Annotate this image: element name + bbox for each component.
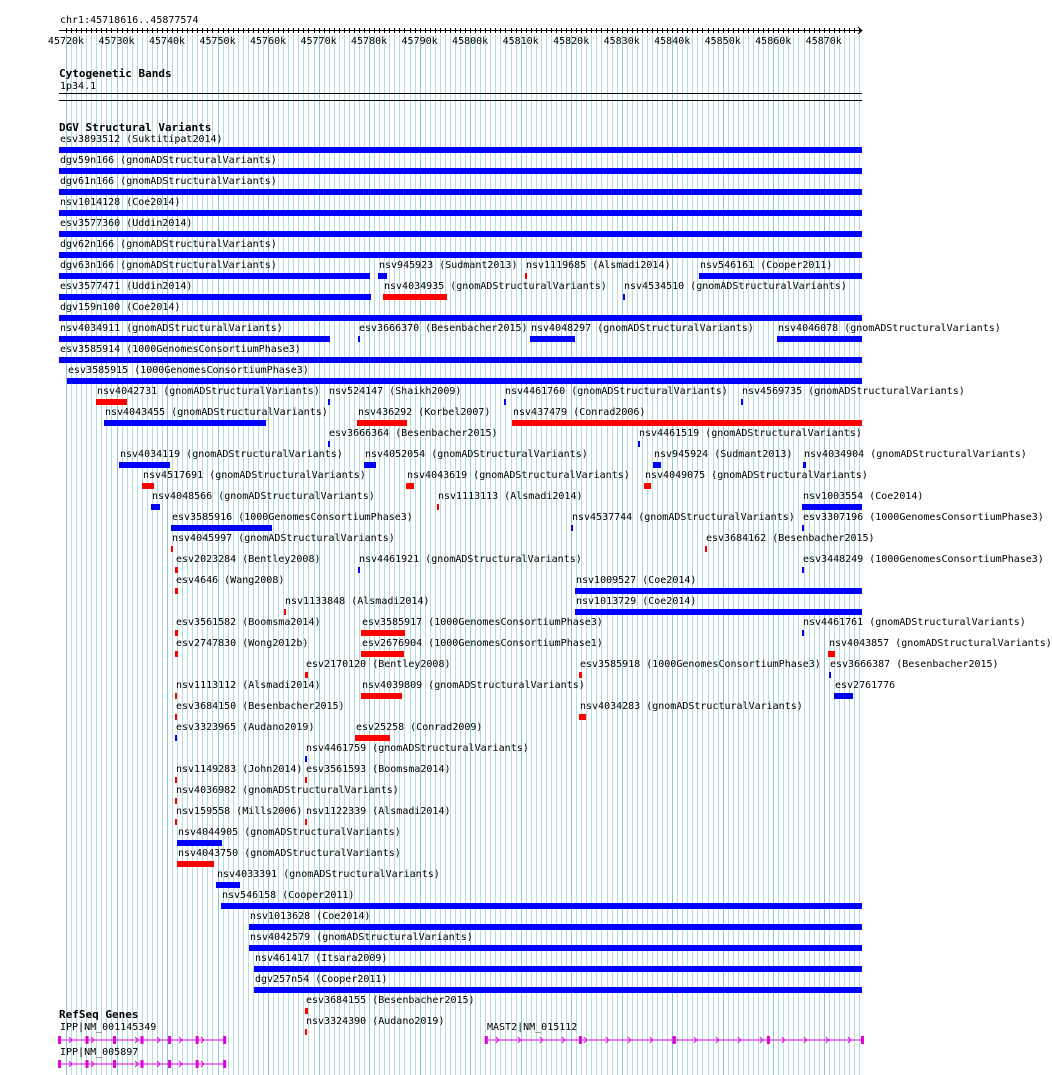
variant-bar[interactable]	[59, 252, 862, 258]
gene-exon	[861, 1036, 864, 1044]
variant-label[interactable]: nsv4043857 (gnomADStructuralVariants)	[829, 638, 1052, 649]
variant-bar[interactable]	[834, 693, 853, 699]
variant-label[interactable]: nsv4034911 (gnomADStructuralVariants)	[60, 323, 283, 334]
variant-label[interactable]: esv3577471 (Uddin2014)	[60, 281, 193, 292]
variant-label[interactable]: nsv4043750 (gnomADStructuralVariants)	[178, 848, 401, 859]
variant-bar[interactable]	[177, 861, 214, 867]
variant-label[interactable]: nsv159558 (Mills2006)	[176, 806, 303, 817]
variant-bar[interactable]	[216, 882, 240, 888]
variant-bar[interactable]	[142, 483, 154, 489]
coordinate-ruler[interactable]	[0, 0, 890, 60]
variant-bar[interactable]	[358, 336, 360, 342]
variant-label[interactable]: esv2676904 (1000GenomesConsortiumPhase1)	[362, 638, 603, 649]
variant-label[interactable]: esv3666387 (Besenbacher2015)	[830, 659, 999, 670]
variant-bar[interactable]	[358, 567, 360, 573]
variant-bar[interactable]	[171, 525, 272, 531]
variant-label[interactable]: nsv1113112 (Alsmadi2014)	[176, 680, 321, 691]
variant-label[interactable]: nsv1009527 (Coe2014)	[576, 575, 697, 586]
variant-bar[interactable]	[59, 147, 862, 153]
variant-bar[interactable]	[437, 504, 439, 510]
variant-label[interactable]: esv2761776	[835, 680, 896, 691]
variant-bar[interactable]	[644, 483, 651, 489]
ruler-tick-label: 45790k	[401, 36, 438, 47]
variant-label[interactable]: nsv3324390 (Audano2019)	[306, 1016, 445, 1027]
variant-bar[interactable]	[802, 567, 804, 573]
variant-bar[interactable]	[249, 924, 862, 930]
variant-bar[interactable]	[705, 546, 707, 552]
variant-label[interactable]: nsv4461519 (gnomADStructuralVariants)	[639, 428, 862, 439]
variant-label[interactable]: nsv945923 (Sudmant2013)	[379, 260, 518, 271]
variant-label[interactable]: esv2170120 (Bentley2008)	[306, 659, 451, 670]
cytoband-bar[interactable]	[59, 93, 862, 94]
variant-bar[interactable]	[249, 945, 862, 951]
variant-bar[interactable]	[171, 546, 173, 552]
variant-bar[interactable]	[357, 420, 407, 426]
gene-exon	[86, 1036, 89, 1044]
refseq-track-title[interactable]: RefSeq Genes	[59, 1008, 139, 1021]
variant-bar[interactable]	[175, 798, 177, 804]
ruler-tick-label: 45770k	[300, 36, 337, 47]
variant-label[interactable]: esv3577360 (Uddin2014)	[60, 218, 193, 229]
variant-bar[interactable]	[512, 420, 862, 426]
variant-label[interactable]: nsv4461759 (gnomADStructuralVariants)	[306, 743, 529, 754]
variant-label[interactable]: esv3585914 (1000GenomesConsortiumPhase3)	[60, 344, 301, 355]
variant-label[interactable]: nsv4034119 (gnomADStructuralVariants)	[120, 449, 343, 460]
variant-bar[interactable]	[119, 462, 170, 468]
variant-bar[interactable]	[104, 420, 266, 426]
variant-label[interactable]: nsv4042731 (gnomADStructuralVariants)	[97, 386, 320, 397]
variant-bar[interactable]	[59, 357, 862, 363]
variant-label[interactable]: dgv62n166 (gnomADStructuralVariants)	[60, 239, 277, 250]
gene-label[interactable]: IPP|NM_005897	[60, 1047, 139, 1058]
gene-exon	[141, 1036, 144, 1044]
variant-label[interactable]: nsv4517691 (gnomADStructuralVariants)	[143, 470, 366, 481]
gene-exon	[58, 1060, 61, 1068]
ruler-tick-label: 45740k	[148, 36, 186, 47]
variant-label[interactable]: nsv4461761 (gnomADStructuralVariants)	[803, 617, 1026, 628]
variant-bar[interactable]	[96, 399, 127, 405]
variant-bar[interactable]	[623, 294, 625, 300]
variant-label[interactable]: esv3684150 (Besenbacher2015)	[176, 701, 345, 712]
variant-bar[interactable]	[828, 651, 835, 657]
variant-bar[interactable]	[579, 672, 582, 678]
variant-bar[interactable]	[175, 777, 177, 783]
refseq-gene-models[interactable]	[0, 1030, 890, 1075]
variant-bar[interactable]	[383, 294, 447, 300]
variant-bar[interactable]	[328, 441, 330, 447]
variant-bar[interactable]	[59, 168, 862, 174]
variant-bar[interactable]	[284, 609, 286, 615]
ruler-tick-label: 45750k	[199, 36, 236, 47]
variant-bar[interactable]	[59, 231, 862, 237]
variant-label[interactable]: nsv4569735 (gnomADStructuralVariants)	[742, 386, 965, 397]
variant-label[interactable]: dgv257n54 (Cooper2011)	[255, 974, 388, 985]
variant-label[interactable]: dgv61n166 (gnomADStructuralVariants)	[60, 176, 277, 187]
gene-exon	[168, 1036, 171, 1044]
variant-bar[interactable]	[175, 588, 178, 594]
variant-label[interactable]: nsv1013628 (Coe2014)	[250, 911, 371, 922]
variant-bar[interactable]	[802, 525, 804, 531]
variant-label[interactable]: nsv461417 (Itsara2009)	[255, 953, 388, 964]
variant-label[interactable]: nsv4045997 (gnomADStructuralVariants)	[172, 533, 395, 544]
variant-bar[interactable]	[638, 441, 640, 447]
variant-label[interactable]: nsv1003554 (Coe2014)	[803, 491, 924, 502]
variant-label[interactable]: esv4646 (Wang2008)	[176, 575, 285, 586]
variant-label[interactable]: nsv1133848 (Alsmadi2014)	[285, 596, 430, 607]
location-label: chr1:45718616..45877574	[60, 15, 199, 26]
variant-label[interactable]: nsv4049075 (gnomADStructuralVariants)	[645, 470, 868, 481]
variant-label[interactable]: nsv4534510 (gnomADStructuralVariants)	[624, 281, 847, 292]
variant-bar[interactable]	[829, 672, 831, 678]
variant-label[interactable]: esv3561582 (Boomsma2014)	[176, 617, 321, 628]
variant-bar[interactable]	[305, 777, 307, 783]
variant-bar[interactable]	[175, 567, 178, 573]
gene-exon	[196, 1060, 199, 1068]
ruler-tick-label: 45850k	[704, 36, 741, 47]
variant-bar[interactable]	[151, 504, 160, 510]
variant-label[interactable]: esv3585917 (1000GenomesConsortiumPhase3)	[362, 617, 603, 628]
variant-label[interactable]: nsv524147 (Shaikh2009)	[329, 386, 462, 397]
variant-bar[interactable]	[571, 525, 573, 531]
variant-label[interactable]: nsv4042579 (gnomADStructuralVariants)	[250, 932, 473, 943]
variant-label[interactable]: nsv1119685 (Alsmadi2014)	[526, 260, 671, 271]
gene-exon	[223, 1060, 226, 1068]
cytoband-label: 1p34.1	[60, 81, 97, 92]
variant-label[interactable]: dgv63n166 (gnomADStructuralVariants)	[60, 260, 277, 271]
variant-label[interactable]: nsv4046078 (gnomADStructuralVariants)	[778, 323, 1001, 334]
variant-bar[interactable]	[59, 315, 862, 321]
variant-bar[interactable]	[361, 693, 402, 699]
variant-bar[interactable]	[59, 336, 330, 342]
variant-label[interactable]: esv3307196 (1000GenomesConsortiumPhase3)	[803, 512, 1044, 523]
variant-bar[interactable]	[67, 378, 862, 384]
gene-exon	[86, 1060, 89, 1068]
variant-label[interactable]: nsv546161 (Cooper2011)	[700, 260, 833, 271]
variant-bar[interactable]	[175, 630, 178, 636]
variant-bar[interactable]	[803, 462, 806, 468]
gene-exon	[223, 1036, 226, 1044]
variant-bar[interactable]	[361, 651, 404, 657]
variant-bar[interactable]	[305, 756, 307, 762]
variant-bar[interactable]	[741, 399, 743, 405]
gene-exon	[168, 1060, 171, 1068]
variant-label[interactable]: esv2747830 (Wong2012b)	[176, 638, 309, 649]
variant-label[interactable]: nsv1122339 (Alsmadi2014)	[306, 806, 451, 817]
variant-bar[interactable]	[777, 336, 862, 342]
variant-label[interactable]: esv3893512 (Suktitipat2014)	[60, 134, 223, 145]
variant-bar[interactable]	[525, 273, 527, 279]
ruler-tick-label: 45870k	[805, 36, 842, 47]
variant-label[interactable]: nsv4044905 (gnomADStructuralVariants)	[178, 827, 401, 838]
ruler-tick-label: 45720k	[47, 36, 85, 47]
variant-label[interactable]: nsv4034283 (gnomADStructuralVariants)	[580, 701, 803, 712]
variant-label[interactable]: esv3561593 (Boomsma2014)	[306, 764, 451, 775]
ruler-tick-label: 45840k	[654, 36, 691, 47]
variant-bar[interactable]	[175, 651, 178, 657]
variant-label[interactable]: nsv4036982 (gnomADStructuralVariants)	[176, 785, 399, 796]
variant-bar[interactable]	[175, 714, 177, 720]
variant-bar[interactable]	[305, 672, 308, 678]
variant-label[interactable]: nsv4537744 (gnomADStructuralVariants)	[572, 512, 795, 523]
ruler-tick-label: 45860k	[755, 36, 792, 47]
variant-label[interactable]: nsv436292 (Korbel2007)	[358, 407, 491, 418]
ruler-tick-label: 45820k	[553, 36, 590, 47]
variant-label[interactable]: esv3666364 (Besenbacher2015)	[329, 428, 498, 439]
variant-label[interactable]: nsv546158 (Cooper2011)	[222, 890, 355, 901]
variant-bar[interactable]	[575, 588, 862, 594]
variant-label[interactable]: esv3684162 (Besenbacher2015)	[706, 533, 875, 544]
variant-label[interactable]: nsv4033391 (gnomADStructuralVariants)	[217, 869, 440, 880]
variant-bar[interactable]	[802, 504, 862, 510]
variant-bar[interactable]	[575, 609, 862, 615]
variant-bar[interactable]	[59, 294, 371, 300]
ruler-tick-label: 45780k	[351, 36, 388, 47]
variant-label[interactable]: nsv1113113 (Alsmadi2014)	[438, 491, 583, 502]
variant-bar[interactable]	[699, 273, 862, 279]
variant-bar[interactable]	[504, 399, 506, 405]
variant-bar[interactable]	[579, 714, 586, 720]
gene-exon	[141, 1060, 144, 1068]
ruler-tick-label: 45830k	[603, 36, 640, 47]
variant-bar[interactable]	[254, 966, 862, 972]
gene-label[interactable]: MAST2|NM_015112	[487, 1022, 578, 1033]
variant-bar[interactable]	[175, 735, 177, 741]
variant-bar[interactable]	[355, 735, 390, 741]
variant-label[interactable]: esv3585918 (1000GenomesConsortiumPhase3)	[580, 659, 821, 670]
variant-label[interactable]: nsv437479 (Conrad2006)	[513, 407, 646, 418]
variant-bar[interactable]	[175, 819, 177, 825]
variant-label[interactable]: nsv4461921 (gnomADStructuralVariants)	[359, 554, 582, 565]
gene-exon	[58, 1036, 61, 1044]
gene-label[interactable]: IPP|NM_001145349	[60, 1022, 157, 1033]
variant-label[interactable]: nsv4034904 (gnomADStructuralVariants)	[804, 449, 1027, 460]
gene-exon	[485, 1036, 488, 1044]
variant-label[interactable]: nsv1013729 (Coe2014)	[576, 596, 697, 607]
variant-label[interactable]: esv3585916 (1000GenomesConsortiumPhase3)	[172, 512, 413, 523]
gene-exon	[767, 1036, 770, 1044]
variant-label[interactable]: nsv4039809 (gnomADStructuralVariants)	[362, 680, 585, 691]
variant-label[interactable]: esv2023284 (Bentley2008)	[176, 554, 321, 565]
dgv-track-title[interactable]: DGV Structural Variants	[59, 121, 212, 134]
variant-bar[interactable]	[530, 336, 575, 342]
variant-bar[interactable]	[802, 630, 804, 636]
gene-exon	[196, 1036, 199, 1044]
variant-bar[interactable]	[175, 693, 177, 699]
variant-bar[interactable]	[59, 210, 862, 216]
variant-bar[interactable]	[177, 840, 222, 846]
variant-bar[interactable]	[328, 399, 330, 405]
gene-exon	[579, 1036, 582, 1044]
variant-label[interactable]: dgv59n166 (gnomADStructuralVariants)	[60, 155, 277, 166]
variant-label[interactable]: esv3448249 (1000GenomesConsortiumPhase3)	[803, 554, 1044, 565]
variant-label[interactable]: nsv4048297 (gnomADStructuralVariants)	[531, 323, 754, 334]
variant-label[interactable]: nsv4048566 (gnomADStructuralVariants)	[152, 491, 375, 502]
ruler-tick-label: 45810k	[502, 36, 539, 47]
ruler-tick-label: 45760k	[249, 36, 287, 47]
variant-label[interactable]: dgv159n100 (Coe2014)	[60, 302, 181, 313]
variant-label[interactable]: nsv4043619 (gnomADStructuralVariants)	[407, 470, 630, 481]
variant-bar[interactable]	[364, 462, 376, 468]
ruler-tick-label: 45800k	[452, 36, 489, 47]
track-separator	[59, 100, 862, 101]
variant-bar[interactable]	[221, 903, 862, 909]
variant-bar[interactable]	[406, 483, 414, 489]
variant-label[interactable]: esv3666370 (Besenbacher2015)	[359, 323, 528, 334]
variant-bar[interactable]	[305, 819, 307, 825]
variant-label[interactable]: esv3684155 (Besenbacher2015)	[306, 995, 475, 1006]
variant-label[interactable]: esv3585915 (1000GenomesConsortiumPhase3)	[68, 365, 309, 376]
variant-label[interactable]: nsv4043455 (gnomADStructuralVariants)	[105, 407, 328, 418]
variant-label[interactable]: nsv1149283 (John2014)	[176, 764, 303, 775]
variant-label[interactable]: nsv4034935 (gnomADStructuralVariants)	[384, 281, 607, 292]
variant-bar[interactable]	[378, 273, 387, 279]
variant-label[interactable]: nsv1014128 (Coe2014)	[60, 197, 181, 208]
cytoband-track-title[interactable]: Cytogenetic Bands	[59, 67, 172, 80]
variant-label[interactable]: nsv945924 (Sudmant2013)	[654, 449, 793, 460]
variant-label[interactable]: nsv4461760 (gnomADStructuralVariants)	[505, 386, 728, 397]
variant-label[interactable]: esv3323965 (Audano2019)	[176, 722, 315, 733]
variant-bar[interactable]	[59, 273, 370, 279]
variant-bar[interactable]	[361, 630, 405, 636]
variant-label[interactable]: esv25258 (Conrad2009)	[356, 722, 483, 733]
variant-bar[interactable]	[254, 987, 862, 993]
variant-bar[interactable]	[305, 1008, 308, 1014]
variant-label[interactable]: nsv4052054 (gnomADStructuralVariants)	[365, 449, 588, 460]
variant-bar[interactable]	[59, 189, 862, 195]
ruler-tick-label: 45730k	[98, 36, 135, 47]
variant-bar[interactable]	[653, 462, 661, 468]
